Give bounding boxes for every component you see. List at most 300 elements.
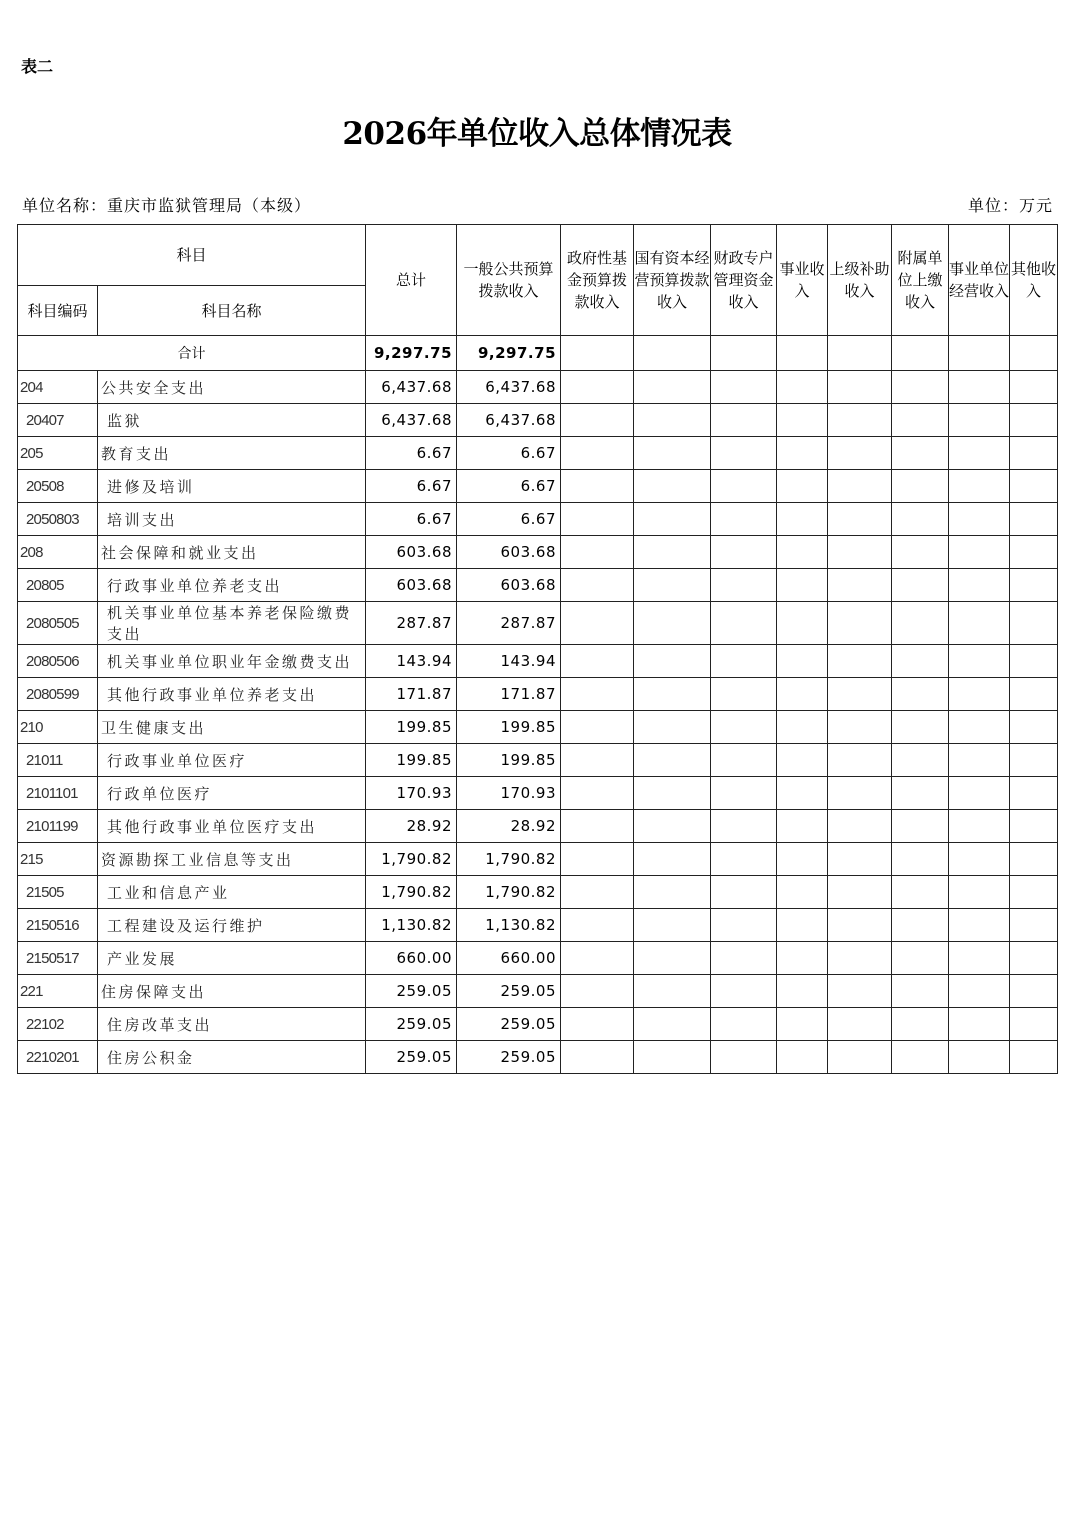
empty-cell — [711, 503, 777, 536]
empty-cell — [1010, 645, 1058, 678]
subject-code: 2101101 — [18, 777, 98, 810]
empty-cell — [949, 678, 1010, 711]
empty-cell — [561, 711, 634, 744]
empty-cell — [828, 371, 892, 404]
empty-cell — [949, 975, 1010, 1008]
empty-cell — [892, 602, 949, 645]
income-table — [17, 224, 1058, 1074]
header-affiliated-remit: 附属单位上缴收入 — [892, 225, 949, 336]
empty-cell — [828, 810, 892, 843]
row-total: 199.85 — [366, 744, 457, 777]
total-sum: 9,297.75 — [366, 336, 457, 371]
row-general-budget: 660.00 — [457, 942, 561, 975]
empty-cell — [949, 777, 1010, 810]
empty-cell — [949, 1041, 1010, 1074]
table-row — [18, 569, 1058, 602]
subject-name: 产业发展 — [98, 942, 366, 975]
empty-cell — [777, 711, 828, 744]
row-general-budget: 259.05 — [457, 1008, 561, 1041]
row-general-budget: 1,790.82 — [457, 876, 561, 909]
subject-name: 公共安全支出 — [98, 371, 366, 404]
row-total: 143.94 — [366, 645, 457, 678]
empty-cell — [828, 645, 892, 678]
empty-cell — [711, 777, 777, 810]
header-gov-fund: 政府性基金预算拨款收入 — [561, 225, 634, 336]
empty-cell — [634, 602, 711, 645]
table-row — [18, 909, 1058, 942]
empty-cell — [949, 503, 1010, 536]
subject-code: 215 — [18, 843, 98, 876]
row-general-budget: 1,790.82 — [457, 843, 561, 876]
empty-cell — [634, 536, 711, 569]
empty-cell — [892, 777, 949, 810]
empty-cell — [777, 876, 828, 909]
empty-cell — [949, 843, 1010, 876]
empty-cell — [634, 942, 711, 975]
empty-cell — [561, 744, 634, 777]
empty-cell — [828, 404, 892, 437]
subject-name: 住房公积金 — [98, 1041, 366, 1074]
empty-cell — [777, 470, 828, 503]
header-business-operation: 事业单位经营收入 — [949, 225, 1010, 336]
header-other-income: 其他收入 — [1010, 225, 1058, 336]
empty-cell — [561, 975, 634, 1008]
empty-cell — [828, 437, 892, 470]
empty-cell — [561, 1008, 634, 1041]
table-row — [18, 810, 1058, 843]
empty-cell — [777, 404, 828, 437]
empty-cell — [634, 437, 711, 470]
empty-cell — [711, 404, 777, 437]
empty-cell — [777, 645, 828, 678]
row-total: 259.05 — [366, 1041, 457, 1074]
subject-code: 20805 — [18, 569, 98, 602]
empty-cell — [892, 404, 949, 437]
subject-name: 其他行政事业单位养老支出 — [98, 678, 366, 711]
empty-cell — [1010, 942, 1058, 975]
row-total: 171.87 — [366, 678, 457, 711]
empty-cell — [1010, 711, 1058, 744]
empty-cell — [828, 602, 892, 645]
empty-cell — [711, 975, 777, 1008]
empty-cell — [711, 942, 777, 975]
subject-name: 社会保障和就业支出 — [98, 536, 366, 569]
empty-cell — [949, 744, 1010, 777]
empty-cell — [561, 404, 634, 437]
subject-name: 行政单位医疗 — [98, 777, 366, 810]
empty-cell — [711, 810, 777, 843]
header-row — [18, 225, 1058, 286]
empty-cell — [561, 336, 634, 371]
empty-cell — [777, 975, 828, 1008]
empty-cell — [1010, 371, 1058, 404]
empty-cell — [561, 843, 634, 876]
total-general-budget: 9,297.75 — [457, 336, 561, 371]
empty-cell — [949, 569, 1010, 602]
row-general-budget: 287.87 — [457, 602, 561, 645]
row-total: 199.85 — [366, 711, 457, 744]
empty-cell — [892, 711, 949, 744]
empty-cell — [949, 536, 1010, 569]
subject-name: 资源勘探工业信息等支出 — [98, 843, 366, 876]
empty-cell — [828, 470, 892, 503]
empty-cell — [892, 371, 949, 404]
row-general-budget: 6.67 — [457, 503, 561, 536]
empty-cell — [634, 503, 711, 536]
row-total: 1,790.82 — [366, 843, 457, 876]
empty-cell — [1010, 975, 1058, 1008]
row-total: 660.00 — [366, 942, 457, 975]
subject-name: 行政事业单位养老支出 — [98, 569, 366, 602]
subject-name: 卫生健康支出 — [98, 711, 366, 744]
empty-cell — [828, 843, 892, 876]
empty-cell — [561, 876, 634, 909]
empty-cell — [711, 645, 777, 678]
row-general-budget: 603.68 — [457, 569, 561, 602]
empty-cell — [828, 336, 892, 371]
header-special-account: 财政专户管理资金收入 — [711, 225, 777, 336]
empty-cell — [1010, 470, 1058, 503]
row-total: 170.93 — [366, 777, 457, 810]
empty-cell — [634, 744, 711, 777]
empty-cell — [949, 942, 1010, 975]
empty-cell — [949, 602, 1010, 645]
empty-cell — [892, 744, 949, 777]
empty-cell — [634, 569, 711, 602]
subject-code: 210 — [18, 711, 98, 744]
subject-code: 2150516 — [18, 909, 98, 942]
table-label: 表二 — [21, 57, 54, 76]
empty-cell — [634, 404, 711, 437]
empty-cell — [634, 843, 711, 876]
empty-cell — [561, 470, 634, 503]
empty-cell — [634, 909, 711, 942]
subject-code: 21011 — [18, 744, 98, 777]
row-total: 28.92 — [366, 810, 457, 843]
row-total: 603.68 — [366, 536, 457, 569]
subject-code: 2210201 — [18, 1041, 98, 1074]
empty-cell — [634, 1041, 711, 1074]
subject-code: 2150517 — [18, 942, 98, 975]
empty-cell — [892, 1008, 949, 1041]
empty-cell — [777, 536, 828, 569]
currency-unit: 单位：万元 — [967, 196, 1053, 215]
empty-cell — [711, 843, 777, 876]
empty-cell — [892, 569, 949, 602]
empty-cell — [711, 876, 777, 909]
subject-name: 培训支出 — [98, 503, 366, 536]
table-row — [18, 602, 1058, 645]
row-general-budget: 259.05 — [457, 975, 561, 1008]
subject-name: 进修及培训 — [98, 470, 366, 503]
header-subject-name: 科目名称 — [98, 286, 366, 336]
table-row — [18, 536, 1058, 569]
total-label: 合计 — [18, 336, 366, 371]
table-row — [18, 942, 1058, 975]
row-total: 6.67 — [366, 437, 457, 470]
row-total: 6,437.68 — [366, 371, 457, 404]
empty-cell — [892, 470, 949, 503]
empty-cell — [1010, 777, 1058, 810]
empty-cell — [1010, 810, 1058, 843]
empty-cell — [892, 1041, 949, 1074]
row-total: 287.87 — [366, 602, 457, 645]
empty-cell — [561, 645, 634, 678]
subject-code: 2101199 — [18, 810, 98, 843]
subject-name: 机关事业单位基本养老保险缴费支出 — [98, 602, 366, 645]
empty-cell — [828, 744, 892, 777]
table-row — [18, 678, 1058, 711]
subject-code: 2080506 — [18, 645, 98, 678]
empty-cell — [561, 536, 634, 569]
empty-cell — [1010, 404, 1058, 437]
row-total: 1,790.82 — [366, 876, 457, 909]
subject-name: 行政事业单位医疗 — [98, 744, 366, 777]
empty-cell — [828, 711, 892, 744]
subject-code: 20407 — [18, 404, 98, 437]
table-row — [18, 876, 1058, 909]
empty-cell — [561, 569, 634, 602]
empty-cell — [634, 711, 711, 744]
empty-cell — [634, 470, 711, 503]
total-row — [18, 336, 1058, 371]
table-row — [18, 1008, 1058, 1041]
subject-code: 20508 — [18, 470, 98, 503]
empty-cell — [777, 371, 828, 404]
empty-cell — [777, 569, 828, 602]
empty-cell — [561, 503, 634, 536]
table-row — [18, 843, 1058, 876]
row-general-budget: 6,437.68 — [457, 404, 561, 437]
row-total: 1,130.82 — [366, 909, 457, 942]
empty-cell — [949, 909, 1010, 942]
empty-cell — [949, 470, 1010, 503]
row-total: 603.68 — [366, 569, 457, 602]
empty-cell — [828, 536, 892, 569]
subject-name: 工程建设及运行维护 — [98, 909, 366, 942]
row-general-budget: 6.67 — [457, 470, 561, 503]
row-general-budget: 6.67 — [457, 437, 561, 470]
empty-cell — [777, 336, 828, 371]
header-subject-code: 科目编码 — [18, 286, 98, 336]
empty-cell — [711, 602, 777, 645]
empty-cell — [949, 1008, 1010, 1041]
subject-name: 工业和信息产业 — [98, 876, 366, 909]
empty-cell — [634, 876, 711, 909]
empty-cell — [892, 503, 949, 536]
empty-cell — [634, 645, 711, 678]
subject-name: 住房改革支出 — [98, 1008, 366, 1041]
empty-cell — [777, 843, 828, 876]
empty-cell — [828, 678, 892, 711]
empty-cell — [1010, 536, 1058, 569]
empty-cell — [711, 336, 777, 371]
empty-cell — [777, 1041, 828, 1074]
empty-cell — [711, 536, 777, 569]
empty-cell — [828, 909, 892, 942]
empty-cell — [777, 503, 828, 536]
empty-cell — [892, 536, 949, 569]
empty-cell — [777, 810, 828, 843]
empty-cell — [634, 777, 711, 810]
empty-cell — [711, 1041, 777, 1074]
subject-code: 2080599 — [18, 678, 98, 711]
empty-cell — [1010, 744, 1058, 777]
empty-cell — [777, 1008, 828, 1041]
table-row — [18, 437, 1058, 470]
empty-cell — [777, 744, 828, 777]
empty-cell — [892, 975, 949, 1008]
row-total: 259.05 — [366, 975, 457, 1008]
empty-cell — [634, 1008, 711, 1041]
empty-cell — [892, 645, 949, 678]
header-subject: 科目 — [18, 225, 366, 286]
empty-cell — [561, 678, 634, 711]
empty-cell — [949, 645, 1010, 678]
header-superior-subsidy: 上级补助收入 — [828, 225, 892, 336]
empty-cell — [1010, 909, 1058, 942]
empty-cell — [828, 942, 892, 975]
row-general-budget: 199.85 — [457, 711, 561, 744]
table-row — [18, 744, 1058, 777]
empty-cell — [561, 371, 634, 404]
empty-cell — [892, 678, 949, 711]
empty-cell — [561, 942, 634, 975]
row-general-budget: 259.05 — [457, 1041, 561, 1074]
empty-cell — [561, 909, 634, 942]
empty-cell — [711, 1008, 777, 1041]
empty-cell — [892, 942, 949, 975]
empty-cell — [1010, 437, 1058, 470]
subject-name: 其他行政事业单位医疗支出 — [98, 810, 366, 843]
empty-cell — [634, 975, 711, 1008]
empty-cell — [1010, 1008, 1058, 1041]
empty-cell — [711, 470, 777, 503]
empty-cell — [561, 777, 634, 810]
subject-code: 2080505 — [18, 602, 98, 645]
subject-code: 22102 — [18, 1008, 98, 1041]
empty-cell — [634, 336, 711, 371]
empty-cell — [1010, 336, 1058, 371]
empty-cell — [634, 810, 711, 843]
subject-name: 监狱 — [98, 404, 366, 437]
empty-cell — [892, 876, 949, 909]
table-row — [18, 645, 1058, 678]
empty-cell — [828, 876, 892, 909]
table-row — [18, 404, 1058, 437]
empty-cell — [777, 437, 828, 470]
empty-cell — [1010, 678, 1058, 711]
row-general-budget: 199.85 — [457, 744, 561, 777]
empty-cell — [892, 843, 949, 876]
subject-code: 2050803 — [18, 503, 98, 536]
empty-cell — [1010, 1041, 1058, 1074]
table-row — [18, 503, 1058, 536]
empty-cell — [561, 437, 634, 470]
subject-name: 住房保障支出 — [98, 975, 366, 1008]
header-total: 总计 — [366, 225, 457, 336]
empty-cell — [711, 371, 777, 404]
table-row — [18, 975, 1058, 1008]
empty-cell — [1010, 876, 1058, 909]
empty-cell — [1010, 503, 1058, 536]
empty-cell — [892, 909, 949, 942]
empty-cell — [1010, 569, 1058, 602]
subject-code: 221 — [18, 975, 98, 1008]
empty-cell — [777, 909, 828, 942]
empty-cell — [561, 1041, 634, 1074]
row-general-budget: 170.93 — [457, 777, 561, 810]
empty-cell — [777, 777, 828, 810]
subject-code: 204 — [18, 371, 98, 404]
subject-name: 教育支出 — [98, 437, 366, 470]
empty-cell — [828, 777, 892, 810]
table-row — [18, 711, 1058, 744]
empty-cell — [828, 975, 892, 1008]
empty-cell — [777, 602, 828, 645]
header-business-income: 事业收入 — [777, 225, 828, 336]
empty-cell — [711, 744, 777, 777]
empty-cell — [711, 437, 777, 470]
empty-cell — [777, 942, 828, 975]
empty-cell — [892, 336, 949, 371]
empty-cell — [828, 1008, 892, 1041]
empty-cell — [828, 503, 892, 536]
empty-cell — [777, 678, 828, 711]
empty-cell — [1010, 602, 1058, 645]
empty-cell — [634, 678, 711, 711]
row-total: 6.67 — [366, 470, 457, 503]
empty-cell — [828, 1041, 892, 1074]
empty-cell — [634, 371, 711, 404]
empty-cell — [711, 569, 777, 602]
empty-cell — [711, 711, 777, 744]
empty-cell — [561, 810, 634, 843]
table-row — [18, 371, 1058, 404]
empty-cell — [949, 404, 1010, 437]
empty-cell — [949, 371, 1010, 404]
empty-cell — [711, 678, 777, 711]
row-general-budget: 143.94 — [457, 645, 561, 678]
row-total: 6.67 — [366, 503, 457, 536]
empty-cell — [711, 909, 777, 942]
empty-cell — [949, 437, 1010, 470]
empty-cell — [949, 711, 1010, 744]
empty-cell — [892, 810, 949, 843]
row-general-budget: 171.87 — [457, 678, 561, 711]
table-row — [18, 470, 1058, 503]
row-general-budget: 603.68 — [457, 536, 561, 569]
page-title: 2026年单位收入总体情况表 — [342, 116, 732, 152]
empty-cell — [949, 336, 1010, 371]
header-general-budget: 一般公共预算拨款收入 — [457, 225, 561, 336]
table-row — [18, 777, 1058, 810]
subject-code: 21505 — [18, 876, 98, 909]
empty-cell — [1010, 843, 1058, 876]
empty-cell — [892, 437, 949, 470]
table-row — [18, 1041, 1058, 1074]
row-general-budget: 28.92 — [457, 810, 561, 843]
subject-code: 208 — [18, 536, 98, 569]
subject-code: 205 — [18, 437, 98, 470]
row-general-budget: 1,130.82 — [457, 909, 561, 942]
empty-cell — [949, 810, 1010, 843]
row-total: 259.05 — [366, 1008, 457, 1041]
empty-cell — [828, 569, 892, 602]
row-general-budget: 6,437.68 — [457, 371, 561, 404]
row-total: 6,437.68 — [366, 404, 457, 437]
empty-cell — [949, 876, 1010, 909]
